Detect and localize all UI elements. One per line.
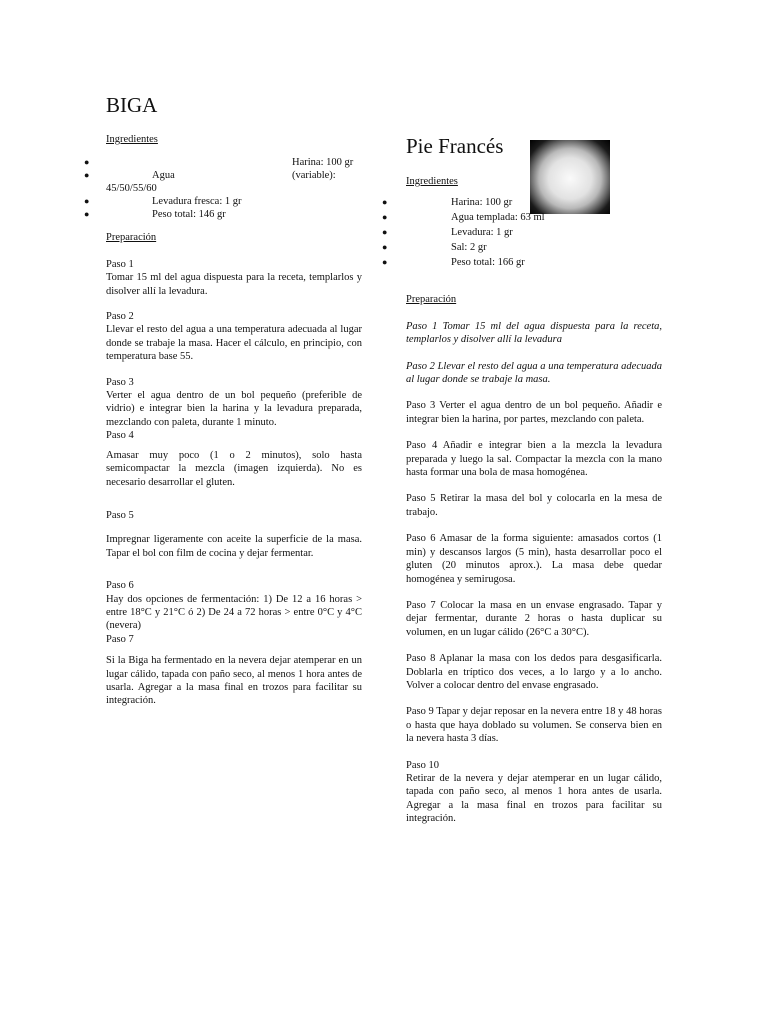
step-text: Hay dos opciones de fermentación: 1) De 12 a 16 horas > entre 18°C y 21°C ó 2) De 24 a 72 horas > entre 0°C y 4°C (nevera) bbox=[106, 593, 362, 632]
step-text: Impregnar ligeramente con aceite la superficie de la masa. Tapar el bol con film de cocina y dejar fermentar. bbox=[106, 534, 362, 559]
pie-ingredient: Agua templada: 63 ml bbox=[451, 212, 545, 224]
pie-step-9: Paso 9 Tapar y dejar reposar en la nevera entre 18 y 48 horas o hasta que haya doblado su volumen. Se conserva bien en la nevera hasta 3 días. bbox=[406, 706, 662, 745]
biga-step-2 bbox=[106, 310, 362, 364]
biga-ingredients-heading: Ingredientes bbox=[106, 134, 158, 145]
biga-ing-agua-values: 45/50/55/60 bbox=[106, 183, 157, 195]
step-label: Paso 1 bbox=[106, 258, 134, 270]
biga-column bbox=[84, 92, 362, 708]
step-label: Paso 7 bbox=[106, 633, 134, 645]
biga-step-6 bbox=[106, 579, 362, 633]
biga-ingredients-list bbox=[84, 156, 362, 221]
step-text: Si la Biga ha fermentado en la nevera dejar atemperar en un lugar cálido, tapada con paño seco, al menos 1 hora antes de usarla. Agregar a la masa final en trozos para facilitar su integración. bbox=[106, 655, 362, 707]
step-label: Paso 2 bbox=[106, 311, 134, 323]
pie-step-8: Paso 8 Aplanar la masa con los dedos para desgasificarla. Doblarla en tríptico dos veces, a lo largo y a lo ancho. Volver a colocar dentro del envase engrasado. bbox=[406, 653, 662, 691]
pie-ingredient: Levadura: 1 gr bbox=[451, 227, 513, 239]
pie-title: Pie Francés bbox=[406, 134, 504, 158]
step-label: Paso 10 bbox=[406, 759, 439, 771]
step-label: Paso 5 bbox=[106, 509, 134, 521]
pie-step-7: Paso 7 Colocar la masa en un envase engrasado. Tapar y dejar fermentar, durante 2 horas o hasta duplicar su volumen, en un lugar cálido (26°C a 30°C). bbox=[406, 599, 662, 638]
pie-step-3: Paso 3 Verter el agua dentro de un bol pequeño. Añadir e integrar bien la harina, por partes, mezclando con paleta. bbox=[406, 400, 662, 425]
pie-column bbox=[382, 133, 662, 826]
step-text: Llevar el resto del agua a una temperatura adecuada al lugar donde se trabaje la masa. Hacer el cálculo, en principio, con temperatura base 55. bbox=[106, 324, 362, 363]
biga-step-1 bbox=[106, 258, 362, 298]
biga-step-3 bbox=[106, 376, 362, 430]
bullet-icon: ● bbox=[382, 227, 388, 238]
pie-step-4: Paso 4 Añadir e integrar bien a la mezcla la levadura preparada y luego la sal. Compactar la mezcla con la mano hasta formar una bola de masa homogénea. bbox=[406, 440, 662, 479]
biga-ing-agua-label: Agua bbox=[152, 170, 175, 182]
list-item bbox=[84, 169, 362, 182]
pie-step-10 bbox=[406, 759, 662, 826]
pie-ingredient: Harina: 100 gr bbox=[451, 197, 513, 209]
biga-ing-peso: Peso total: 146 gr bbox=[152, 209, 226, 221]
pie-preparation-heading: Preparación bbox=[406, 294, 457, 306]
pie-step-2: Paso 2 Llevar el resto del agua a una temperatura adecuada al lugar donde se trabaje la masa. bbox=[406, 360, 662, 386]
bullet-icon: ● bbox=[382, 212, 388, 223]
bullet-icon: ● bbox=[84, 157, 90, 168]
pie-ingredients-heading: Ingredientes bbox=[406, 176, 458, 187]
list-item bbox=[382, 196, 662, 211]
list-item bbox=[382, 211, 662, 226]
list-item bbox=[84, 156, 362, 169]
pie-step-5: Paso 5 Retirar la masa del bol y colocarla en la mesa de trabajo. bbox=[406, 493, 662, 518]
list-item bbox=[84, 195, 362, 208]
bullet-icon: ● bbox=[84, 170, 90, 181]
bullet-icon: ● bbox=[84, 196, 90, 207]
step-label: Paso 6 bbox=[106, 580, 134, 592]
list-item bbox=[382, 241, 662, 256]
pie-ingredient: Sal: 2 gr bbox=[451, 242, 487, 254]
step-text: Amasar muy poco (1 o 2 minutos), solo hasta semicompactar la mezcla (imagen izquierda). No es necesario desarrollar el gluten. bbox=[106, 449, 362, 488]
biga-step-7 bbox=[106, 633, 362, 708]
step-label: Paso 4 bbox=[106, 430, 134, 442]
biga-step-4 bbox=[106, 429, 362, 489]
step-label: Paso 3 bbox=[106, 376, 134, 388]
pie-ingredients-list bbox=[382, 196, 662, 271]
bullet-icon: ● bbox=[382, 257, 388, 268]
biga-preparation-heading: Preparación bbox=[106, 232, 157, 244]
list-item bbox=[382, 256, 662, 271]
list-item bbox=[106, 182, 362, 195]
bullet-icon: ● bbox=[382, 197, 388, 208]
pie-ingredient: Peso total: 166 gr bbox=[451, 257, 525, 269]
biga-ing-harina: Harina: 100 gr bbox=[292, 157, 354, 169]
biga-ing-levadura: Levadura fresca: 1 gr bbox=[152, 196, 242, 208]
biga-step-5 bbox=[106, 509, 362, 560]
pie-step-1: Paso 1 Tomar 15 ml del agua dispuesta para la receta, templarlos y disolver allí la levadura bbox=[406, 320, 662, 346]
list-item bbox=[382, 226, 662, 241]
bullet-icon: ● bbox=[84, 209, 90, 220]
step-text: Retirar de la nevera y dejar atemperar en un lugar cálido, tapada con paño seco, al menos 1 hora antes de usarla. Agregar a la masa final en trozos para facilitar su integración. bbox=[406, 772, 662, 825]
list-item bbox=[84, 208, 362, 221]
biga-ing-agua-variable: (variable): bbox=[292, 170, 336, 182]
pie-step-6: Paso 6 Amasar de la forma siguiente: amasados cortos (1 min) y descansos largos (5 min), hasta desarrollar poco el gluten (20 minutos aprox.). La masa debe quedar homogénea y semirugosa. bbox=[406, 533, 662, 585]
bullet-icon: ● bbox=[382, 242, 388, 253]
biga-title: BIGA bbox=[106, 93, 158, 117]
step-text: Verter el agua dentro de un bol pequeño (preferible de vidrio) e integrar bien la harina y la levadura preparada, mezclando con paleta, durante 1 minuto. bbox=[106, 390, 362, 428]
step-text: Tomar 15 ml del agua dispuesta para la receta, templarlos y disolver allí la levadura. bbox=[106, 272, 362, 297]
